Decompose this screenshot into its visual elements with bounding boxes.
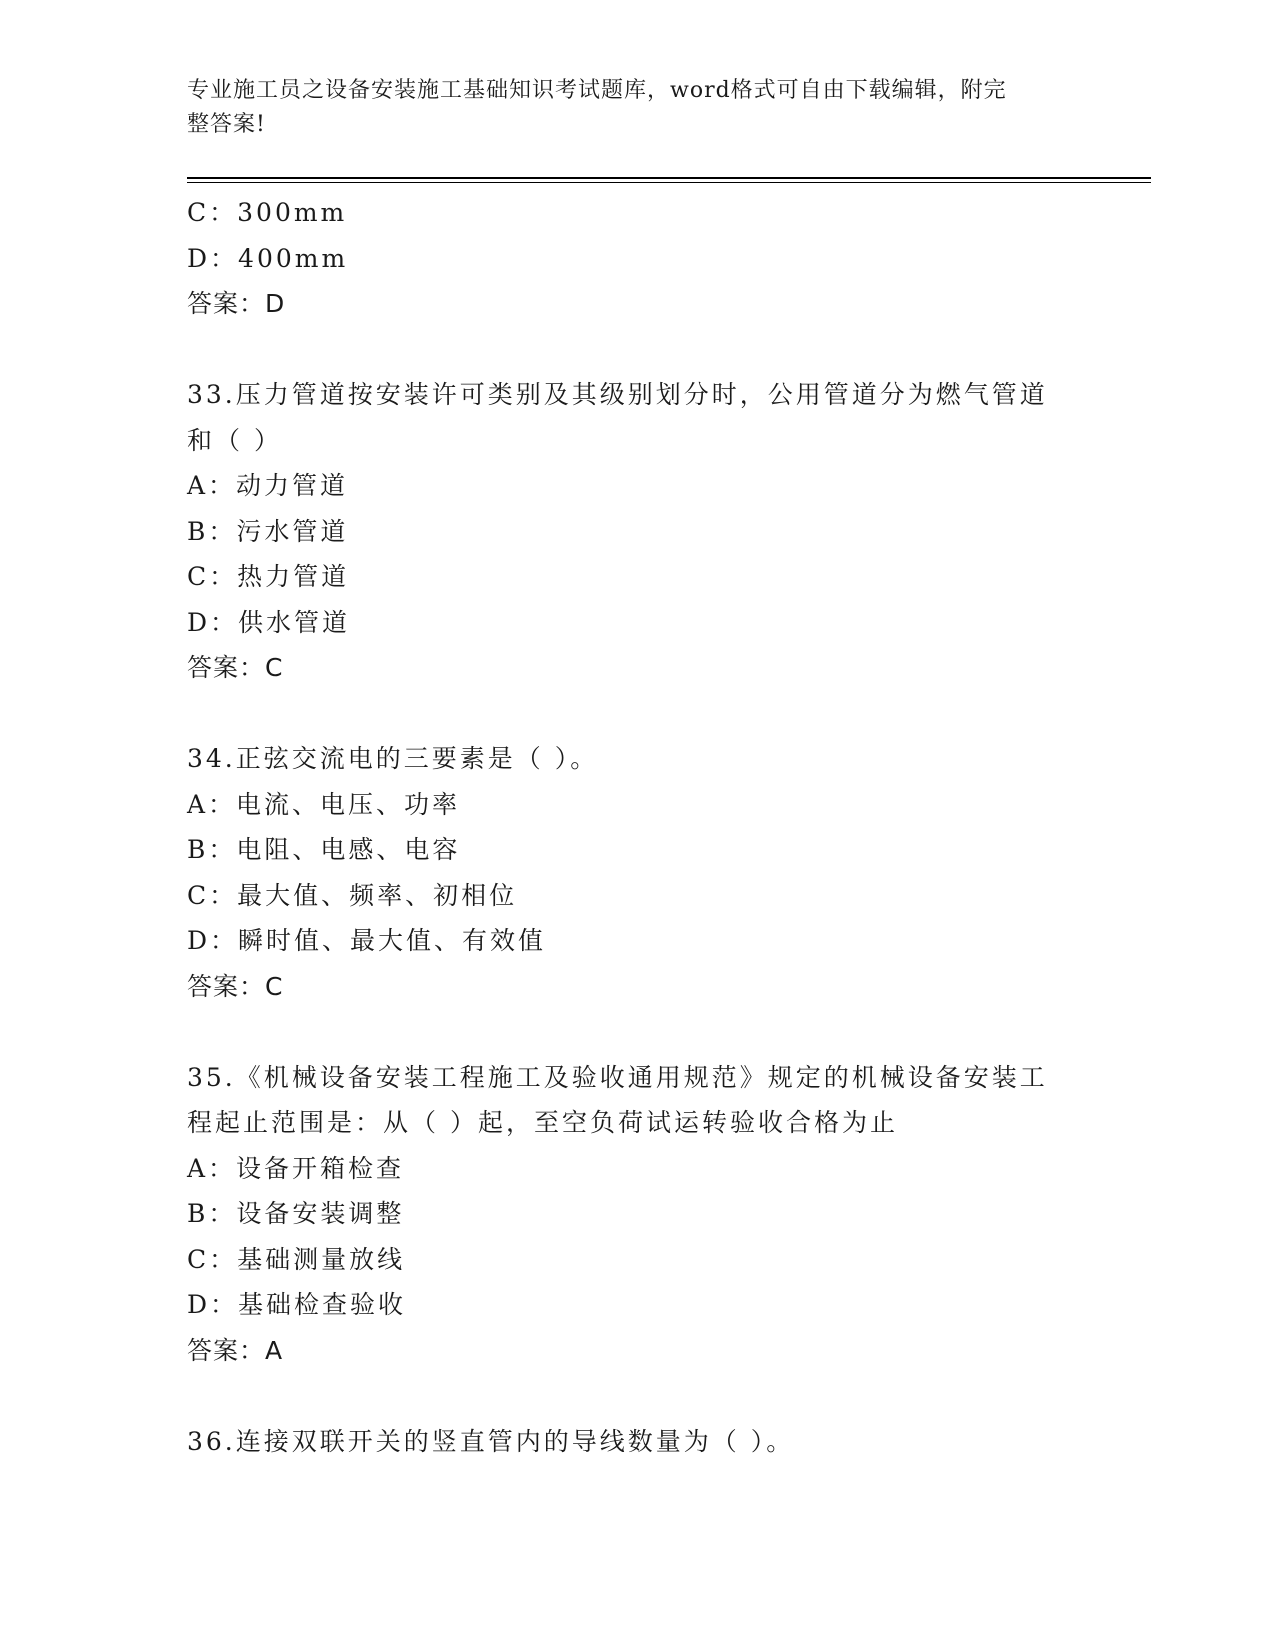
question-34 — [187, 736, 1087, 1009]
option-c: C：300mm — [187, 198, 348, 227]
header-line-1: 专业施工员之设备安装施工基础知识考试题库，word格式可自由下载编辑，附完 — [187, 78, 1007, 103]
question-32-tail — [187, 190, 1087, 327]
option-a: A：动力管道 — [187, 471, 349, 500]
question-stem-cont: 程起止范围是：从（ ）起，至空负荷试运转验收合格为止 — [187, 1108, 898, 1137]
question-stem: 35.《机械设备安装工程施工及验收通用规范》规定的机械设备安装工 — [187, 1062, 1048, 1092]
spacer — [187, 1373, 1087, 1419]
option-d: D：瞬时值、最大值、有效值 — [187, 926, 547, 955]
option-a: A：设备开箱检查 — [187, 1153, 405, 1183]
answer: 答案：D — [187, 289, 286, 318]
option-d: D：供水管道 — [187, 607, 351, 637]
spacer — [187, 327, 1087, 373]
document-header — [187, 74, 1067, 142]
question-list — [187, 190, 1087, 1464]
header-divider-thick — [187, 177, 1151, 179]
option-c: C：基础测量放线 — [187, 1244, 406, 1274]
question-35 — [187, 1055, 1087, 1374]
question-36 — [187, 1419, 1087, 1465]
option-d: D：基础检查验收 — [187, 1290, 407, 1319]
option-b: B：设备安装调整 — [187, 1199, 405, 1228]
option-b: B：电阻、电感、电容 — [187, 835, 461, 864]
question-33 — [187, 372, 1087, 691]
header-line-2: 整答案! — [187, 112, 266, 137]
question-stem: 33.压力管道按安装许可类别及其级别划分时，公用管道分为燃气管道 — [187, 380, 1048, 409]
question-stem-cont: 和（ ） — [187, 425, 282, 455]
option-a: A：电流、电压、功率 — [187, 789, 461, 819]
answer: 答案：C — [187, 653, 284, 682]
answer: 答案：A — [187, 1335, 284, 1365]
question-stem: 36.连接双联开关的竖直管内的导线数量为（ ）。 — [187, 1426, 795, 1456]
spacer — [187, 1009, 1087, 1055]
option-c: C：热力管道 — [187, 562, 350, 591]
spacer — [187, 691, 1087, 737]
answer: 答案：C — [187, 971, 284, 1001]
header-divider-thin — [187, 182, 1151, 183]
question-stem: 34.正弦交流电的三要素是（ ）。 — [187, 744, 599, 773]
option-c: C：最大值、频率、初相位 — [187, 880, 518, 910]
option-d: D：400mm — [187, 243, 349, 273]
option-b: B：污水管道 — [187, 516, 349, 546]
